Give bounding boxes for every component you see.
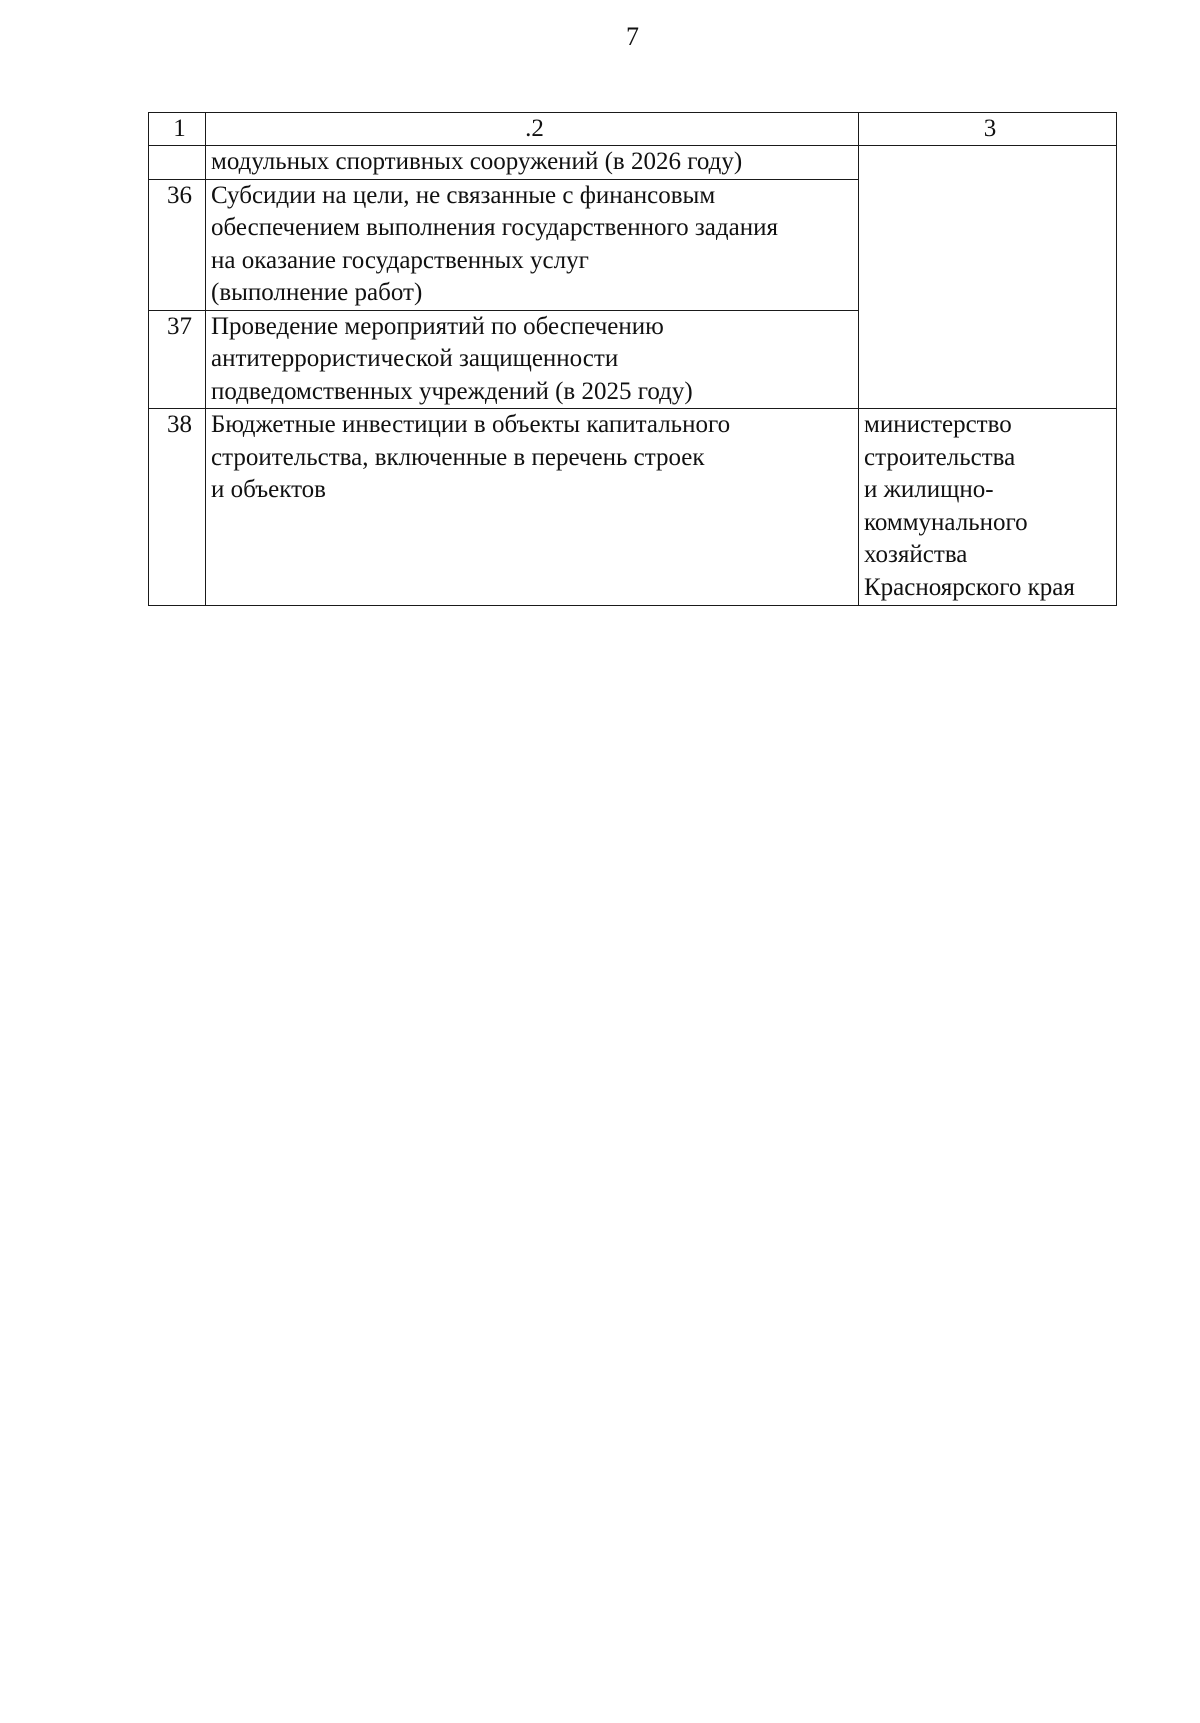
page-number: 7	[626, 22, 639, 51]
row-37-text-cell	[206, 310, 859, 409]
row-38-responsible-line-5: хозяйства	[864, 541, 968, 568]
row-38-number: 38	[149, 409, 206, 606]
continuation-text-cell	[206, 146, 859, 180]
row-37-line-2: антитеррористической защищенности	[211, 345, 619, 372]
row-36-line-3: на оказание государственных услуг	[211, 246, 589, 274]
row-37-number: 37	[149, 310, 206, 409]
table-row-continuation	[149, 146, 1117, 180]
continuation-text: модульных спортивных сооружений (в 2026 году)	[211, 148, 743, 175]
table-header-row	[149, 113, 1117, 146]
continuation-num-cell	[149, 146, 206, 180]
row-36-line-1: Субсидии на цели, не связанные с финансовым	[211, 181, 716, 209]
row-38-line-1: Бюджетные инвестиции в объекты капитального	[211, 411, 731, 438]
row-38-responsible-line-2: строительства	[864, 443, 1016, 471]
header-col-1: 1	[149, 113, 206, 146]
row-36-line-4: (выполнение работ)	[211, 279, 423, 306]
document-table	[148, 112, 1117, 606]
header-col-3: 3	[859, 113, 1117, 146]
table-row-38	[149, 409, 1117, 606]
row-38-line-2: строительства, включенные в перечень строек	[211, 443, 705, 471]
row-36-text-cell	[206, 179, 859, 310]
row-38-responsible-line-3: и жилищно-	[864, 476, 994, 503]
row-38-responsible-cell	[859, 409, 1117, 606]
row-37-line-1: Проведение мероприятий по обеспечению	[211, 312, 664, 340]
row-38-responsible-line-6: Красноярского края	[864, 573, 1075, 601]
row-36-line-2: обеспечением выполнения государственного задания	[211, 214, 778, 241]
row-38-responsible-line-1: министерство	[864, 411, 1012, 438]
col3-empty-merged-cell	[859, 146, 1117, 409]
row-38-text-cell	[206, 409, 859, 606]
header-col-2: .2	[206, 113, 859, 146]
row-38-line-3: и объектов	[211, 476, 326, 503]
row-37-line-3: подведомственных учреждений (в 2025 году)	[211, 377, 693, 405]
row-36-number: 36	[149, 179, 206, 310]
row-38-responsible-line-4: коммунального	[864, 508, 1028, 536]
